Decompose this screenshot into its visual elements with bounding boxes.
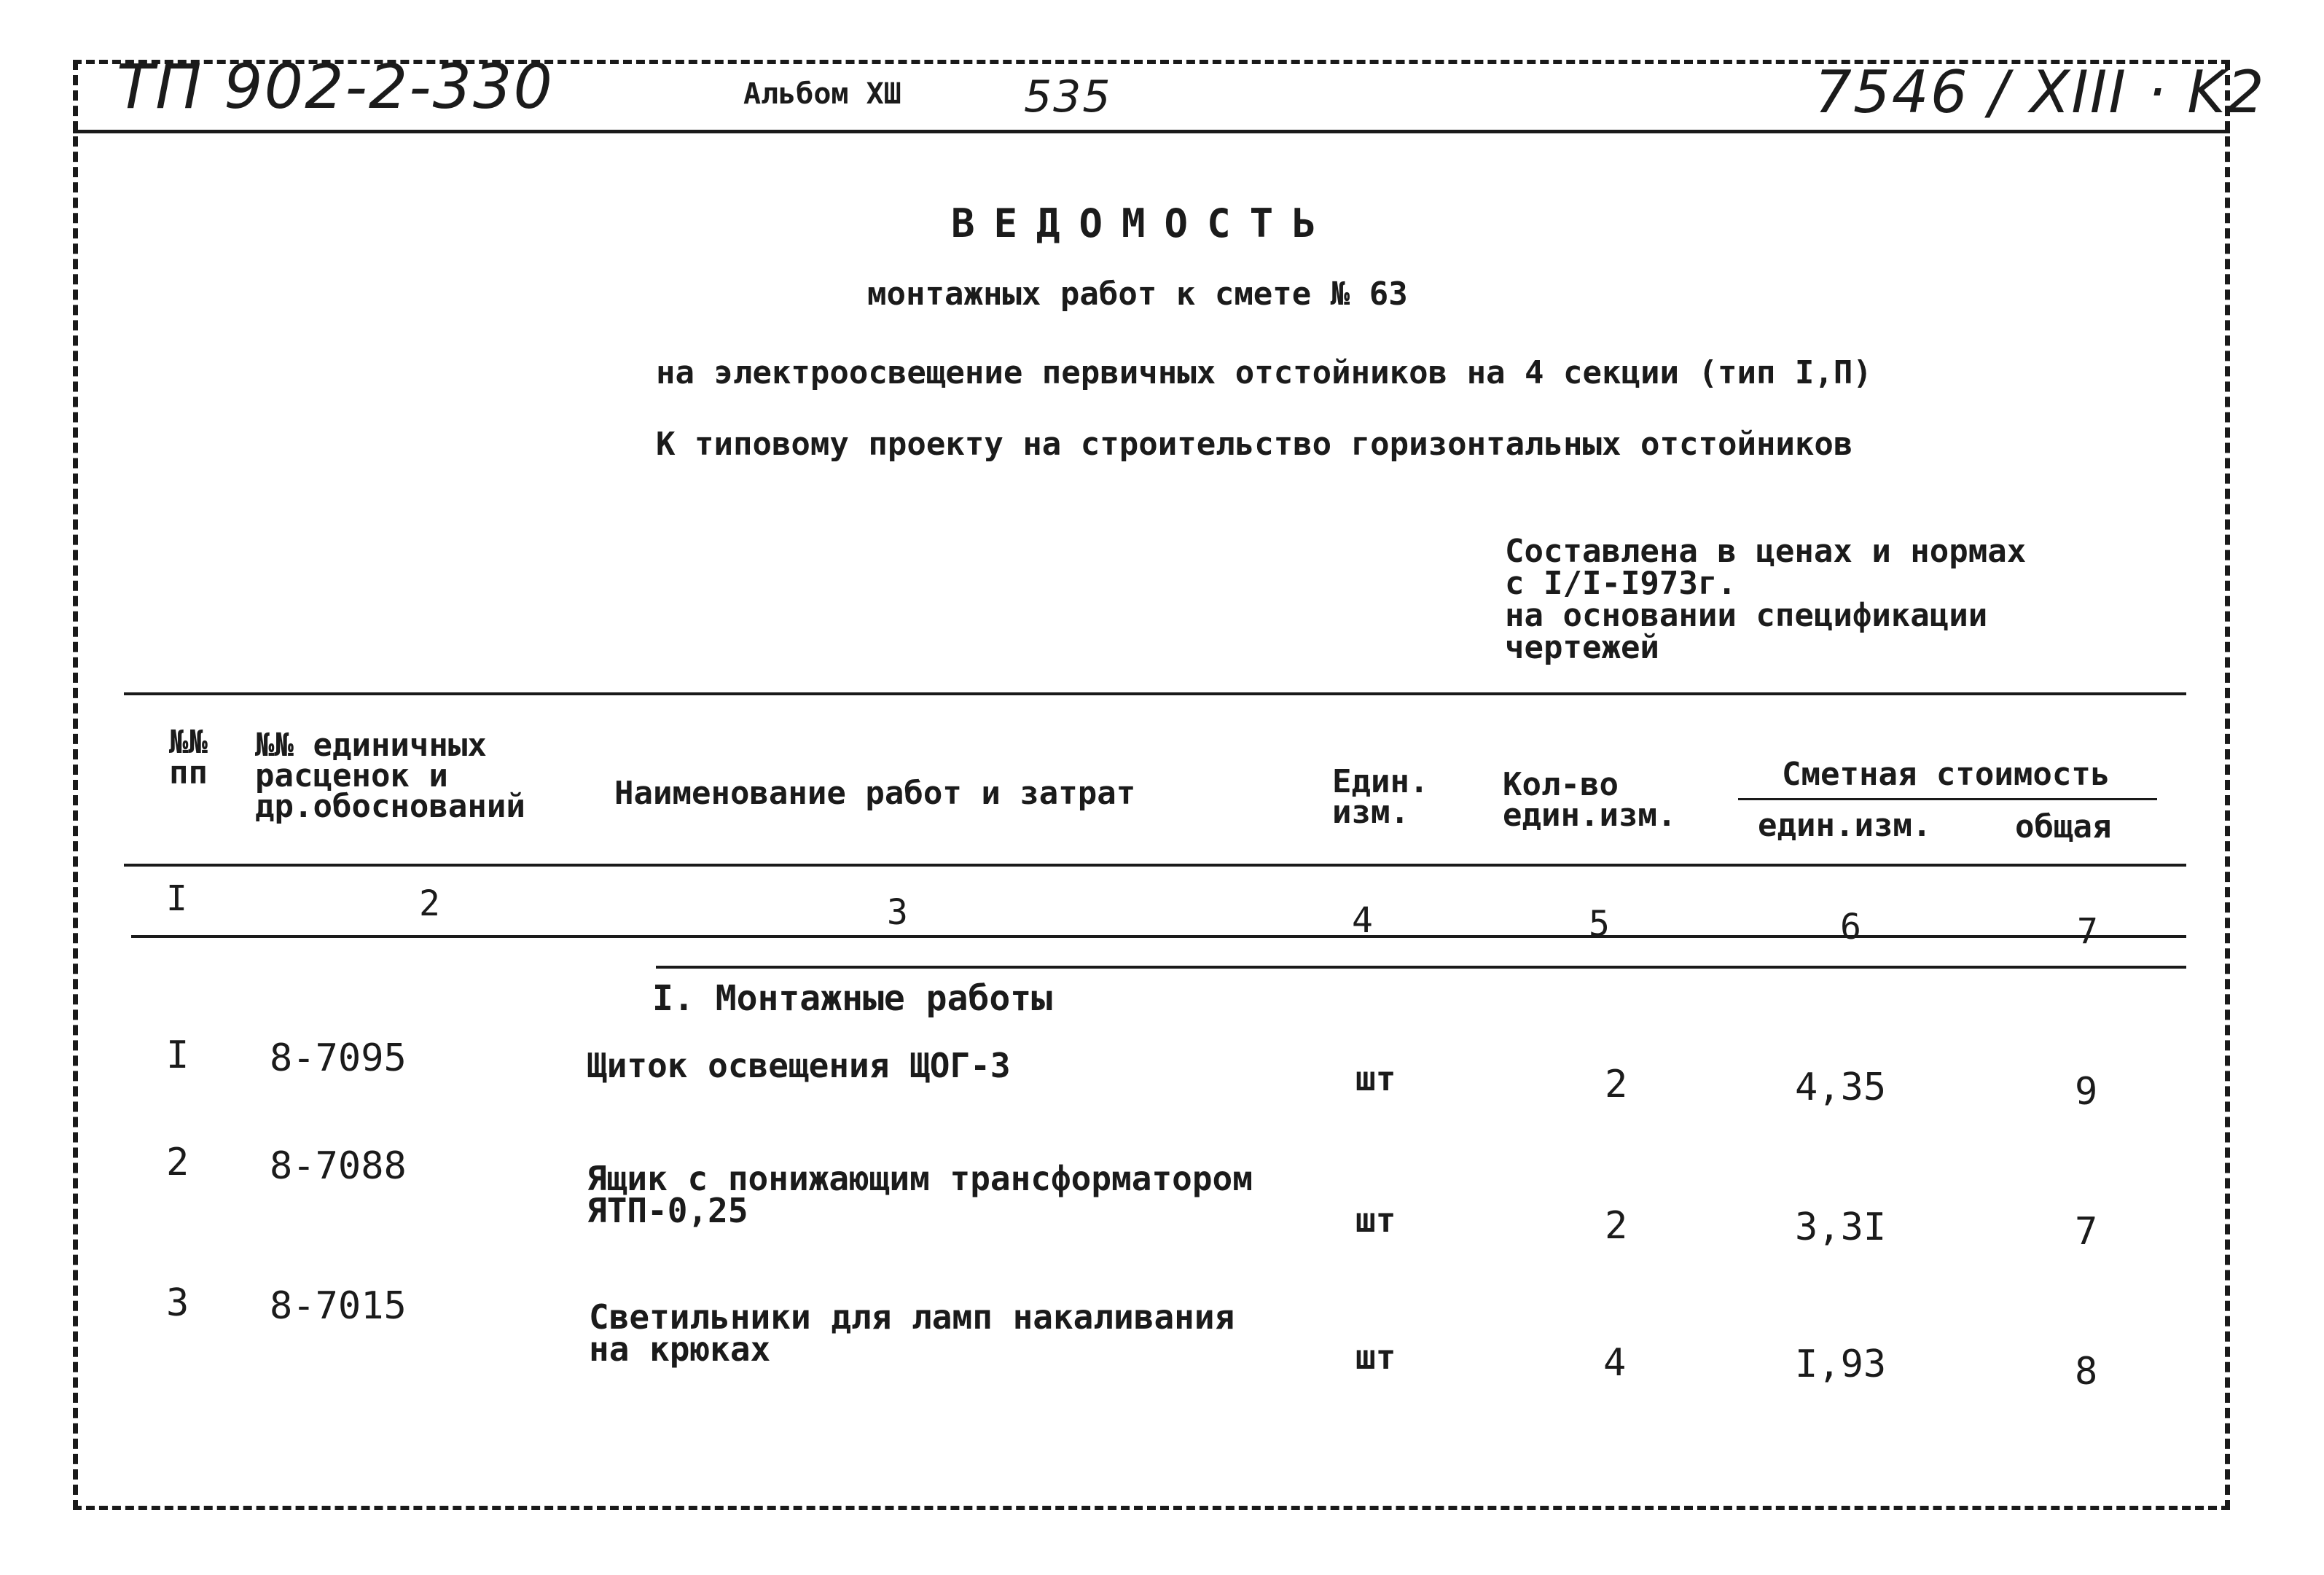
- row-number: 3: [166, 1281, 189, 1325]
- section-heading: I. Монтажные работы: [652, 978, 1053, 1019]
- column-number: 7: [2077, 911, 2098, 952]
- unit: шт: [1355, 1200, 1396, 1240]
- row-number: I: [166, 1033, 189, 1077]
- header-unit-price: един.изм.: [1758, 807, 1932, 844]
- quantity: 2: [1605, 1063, 1628, 1106]
- column-number: 2: [419, 883, 440, 924]
- column-number: 6: [1840, 907, 1861, 947]
- stamp-divider: [73, 130, 2230, 133]
- columns-bottom-rule: [656, 966, 2186, 969]
- heading-line-3: К типовому проекту на строительство горизонтальных отстойников: [656, 426, 1853, 463]
- compiled-note-line-2: с I/I-I973г.: [1505, 565, 1737, 602]
- heading-line-1: монтажных работ к смете № 63: [867, 275, 1408, 313]
- album-label: Альбом XШ: [743, 77, 901, 111]
- unit-price: I,93: [1795, 1343, 1887, 1386]
- total-cost: 9: [2075, 1070, 2098, 1114]
- column-numbers-rule: [131, 935, 2186, 938]
- compiled-note-line-4: чертежей: [1505, 629, 1659, 666]
- work-name: Щиток освещения ЩОГ-3: [587, 1046, 1011, 1085]
- quantity: 2: [1605, 1204, 1628, 1248]
- header-quantity: Кол-во един.изм.: [1503, 766, 1677, 834]
- header-row-number: №№ пп: [169, 724, 208, 792]
- album-page: 535: [1024, 71, 1112, 122]
- work-name: Светильники для ламп накаливания на крюках: [589, 1297, 1235, 1369]
- compiled-note: [1505, 533, 2027, 666]
- total-cost: 8: [2075, 1350, 2098, 1394]
- compiled-note-line-3: на основании спецификации: [1505, 597, 1988, 634]
- rate-code: 8-7095: [270, 1036, 407, 1080]
- header-cost-group: Сметная стоимость: [1782, 756, 2110, 793]
- heading-line-2: на электроосвещение первичных отстойников на 4 секции (тип I,П): [656, 354, 1872, 391]
- column-number: 5: [1589, 904, 1610, 945]
- header-total: общая: [2015, 808, 2112, 845]
- cost-group-rule: [1738, 798, 2157, 800]
- rate-code: 8-7015: [270, 1284, 407, 1328]
- document-title: ВЕДОМОСТЬ: [951, 200, 1335, 246]
- compiled-note-line-1: Составлена в ценах и нормах: [1505, 533, 2027, 570]
- document-code: 7546 / XIII · K2: [1815, 58, 2266, 126]
- work-name: Ящик с понижающим трансформатором ЯТП-0,25: [587, 1159, 1253, 1230]
- unit-price: 4,35: [1795, 1066, 1887, 1109]
- row-number: 2: [166, 1141, 189, 1184]
- total-cost: 7: [2075, 1210, 2098, 1254]
- header-bottom-rule: [124, 864, 2186, 867]
- column-number: 4: [1352, 900, 1373, 941]
- quantity: 4: [1603, 1341, 1627, 1385]
- column-number: I: [166, 878, 187, 919]
- header-work-name: Наименование работ и затрат: [614, 775, 1136, 812]
- project-number: ТП 902-2-330: [117, 51, 554, 122]
- header-rate-codes: №№ единичных расценок и др.обоснований: [255, 727, 525, 825]
- unit-price: 3,3I: [1795, 1205, 1887, 1249]
- header-unit: Един. изм.: [1332, 763, 1429, 831]
- rate-code: 8-7088: [270, 1144, 407, 1188]
- column-number: 3: [887, 892, 908, 933]
- unit: шт: [1355, 1337, 1396, 1377]
- table-top-rule: [124, 692, 2186, 695]
- unit: шт: [1355, 1059, 1396, 1098]
